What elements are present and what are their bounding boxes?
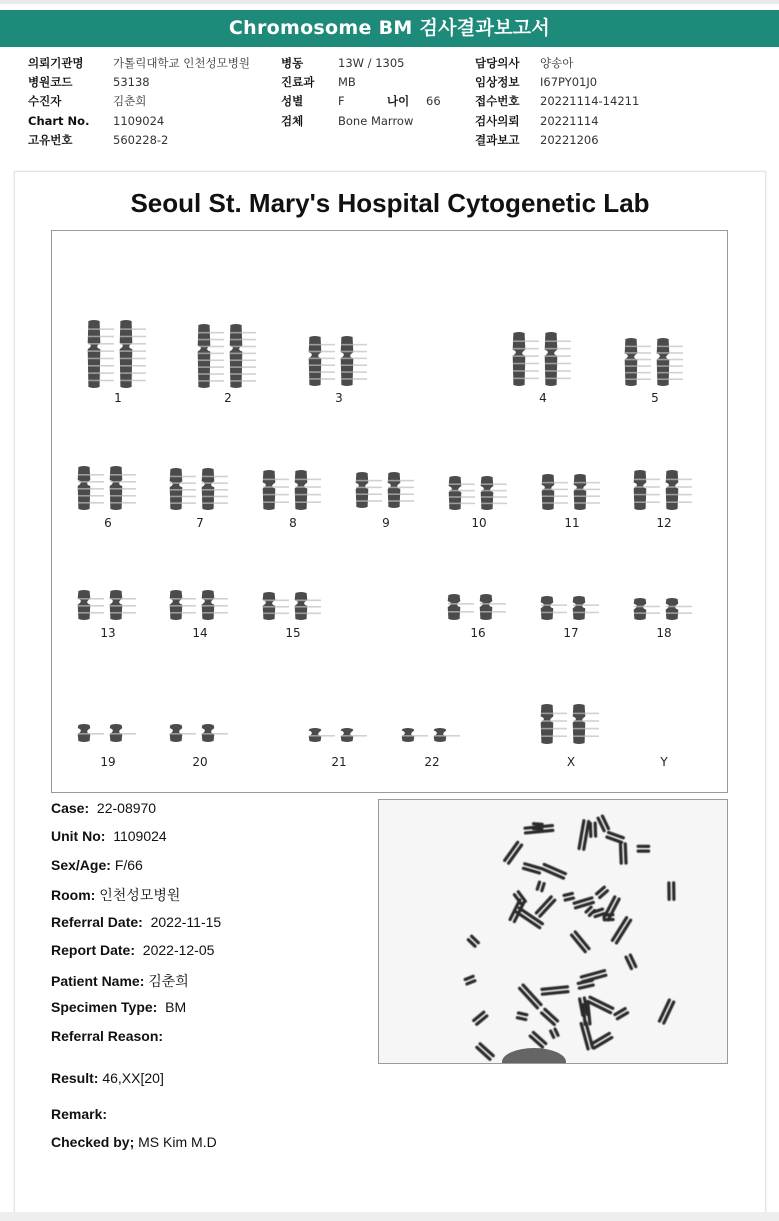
info-value: 양송아 [540,56,574,70]
unit-label: Unit No: [51,828,106,844]
patient-value: 김춘희 [148,973,189,989]
room-value: 인천성모병원 [99,887,181,903]
info-label: 병동 [281,56,304,70]
chromosome-pair-13 [76,589,140,621]
chromosome-pair-15 [261,591,325,621]
info-row [0,131,779,150]
info-label: 담당의사 [475,56,520,70]
info-label: 병원코드 [28,75,73,89]
chromosome-pair-22 [400,727,464,743]
top-edge [0,0,779,4]
case-label: Case: [51,800,90,816]
info-value: 13W / 1305 [338,56,405,70]
info-value: 김춘희 [113,94,147,108]
karyotype-image [51,230,728,793]
chromosome-label-17: 17 [563,626,579,640]
chromosome-pair-20 [168,723,232,743]
chromosome-label-21: 21 [331,755,347,769]
info-label: 검체 [281,114,304,128]
info-label: 나이 [387,94,410,108]
chromosome-label-13: 13 [100,626,116,640]
room-label: Room: [51,887,96,903]
chromosome-pair-4 [511,331,575,387]
chromosome-label-3: 3 [335,391,343,405]
chromosome-label-18: 18 [656,626,672,640]
chromosome-label-14: 14 [192,626,208,640]
chromosome-pair-9 [354,471,418,509]
info-value: Bone Marrow [338,114,414,128]
result-line [51,1070,164,1086]
unit-value: 1109024 [113,828,167,844]
info-value: 560228-2 [113,133,169,147]
sexage-line [51,857,143,873]
info-row [0,73,779,92]
chromosome-label-11: 11 [564,516,580,530]
chromosome-label-6: 6 [104,516,112,530]
chromosome-pair-11 [540,473,604,511]
chromosome-pair-7 [168,467,232,511]
info-value: 20221206 [540,133,599,147]
patient-line [51,971,189,991]
info-label: 수진자 [28,94,62,108]
referral-date-label: Referral Date: [51,914,143,930]
info-value: MB [338,75,356,89]
reason-label: Referral Reason: [51,1028,164,1044]
chromosome-label-20: 20 [192,755,208,769]
chromosome-label-9: 9 [382,516,390,530]
chromosome-pair-10 [447,475,511,511]
report-title: Chromosome BM 검사결과보고서 [0,10,779,47]
specimen-label: Specimen Type: [51,999,158,1015]
info-value: I67PY01J0 [540,75,598,89]
reason-line [51,1028,163,1044]
chromosome-pair-18 [632,597,696,621]
chromosome-label-19: 19 [100,755,116,769]
info-row [0,54,779,73]
chromosome-label-12: 12 [656,516,672,530]
info-value: 66 [426,94,441,108]
report-panel [14,171,766,1213]
result-label: Result: [51,1070,99,1086]
info-value: 53138 [113,75,150,89]
chromosome-pair-12 [632,469,696,511]
chromosome-label-8: 8 [289,516,297,530]
checked-label: Checked by; [51,1134,135,1150]
chromosome-label-4: 4 [539,391,547,405]
chromosome-label-10: 10 [471,516,487,530]
chromosome-label-y: Y [660,755,668,769]
chromosome-pair-16 [446,593,510,621]
info-label: 접수번호 [475,94,520,108]
metaphase-spread [379,800,727,1063]
chromosome-pair-5 [623,337,687,387]
result-value: 46,XX[20] [102,1070,164,1086]
chromosome-pair-6 [76,465,140,511]
referral-date-value: 2022-11-15 [150,914,222,930]
checked-value: MS Kim M.D [138,1134,217,1150]
chromosome-pair-17 [539,595,603,621]
info-row [0,92,779,111]
bottom-edge [0,1212,779,1221]
info-label: 고유번호 [28,133,73,147]
chromosome-pair-1 [86,319,150,389]
metaphase-image [378,799,728,1064]
report-date-line [51,942,214,958]
sexage-value: F/66 [114,857,143,873]
chromosome-pair-19 [76,723,140,743]
remark-label: Remark: [51,1106,108,1122]
specimen-value: BM [165,999,187,1015]
patient-info-header [0,50,779,150]
info-label: Chart No. [28,114,90,128]
chromosome-pair-14 [168,589,232,621]
info-label: 진료과 [281,75,315,89]
specimen-line [51,999,186,1015]
info-value: 20221114 [540,114,599,128]
chromosome-label-15: 15 [285,626,301,640]
info-value: F [338,94,345,108]
info-value: 20221114-14211 [540,94,640,108]
referral-date-line [51,914,221,930]
case-value: 22-08970 [96,800,157,816]
lab-title: Seoul St. Mary's Hospital Cytogenetic Lab [130,188,650,218]
report-date-value: 2022-12-05 [142,942,215,958]
info-value: 1109024 [113,114,165,128]
info-label: 임상정보 [475,75,520,89]
chromosome-label-2: 2 [224,391,232,405]
info-label: 의뢰기관명 [28,56,84,70]
chromosome-pair-x [539,703,603,745]
chromosome-pair-2 [196,323,260,389]
info-label: 검사의뢰 [475,114,520,128]
chromosome-label-x: X [566,755,576,769]
chromosome-pair-3 [307,335,371,387]
report-date-label: Report Date: [51,942,136,958]
chromosome-pair-8 [261,469,325,511]
info-label: 결과보고 [475,133,520,147]
info-label: 성별 [281,94,304,108]
chromosome-label-16: 16 [470,626,486,640]
checked-line [51,1134,217,1150]
chromosome-label-22: 22 [424,755,440,769]
sexage-label: Sex/Age: [51,857,111,873]
room-line [51,885,180,905]
info-value: 가톨릭대학교 인천성모병원 [113,56,250,70]
remark-line [51,1106,107,1122]
case-line [51,800,156,816]
unit-line [51,828,167,844]
info-row [0,112,779,131]
chromosome-label-5: 5 [651,391,659,405]
patient-label: Patient Name: [51,973,145,989]
chromosome-label-7: 7 [196,516,204,530]
chromosome-label-1: 1 [114,391,122,405]
chromosome-pair-21 [307,727,371,743]
